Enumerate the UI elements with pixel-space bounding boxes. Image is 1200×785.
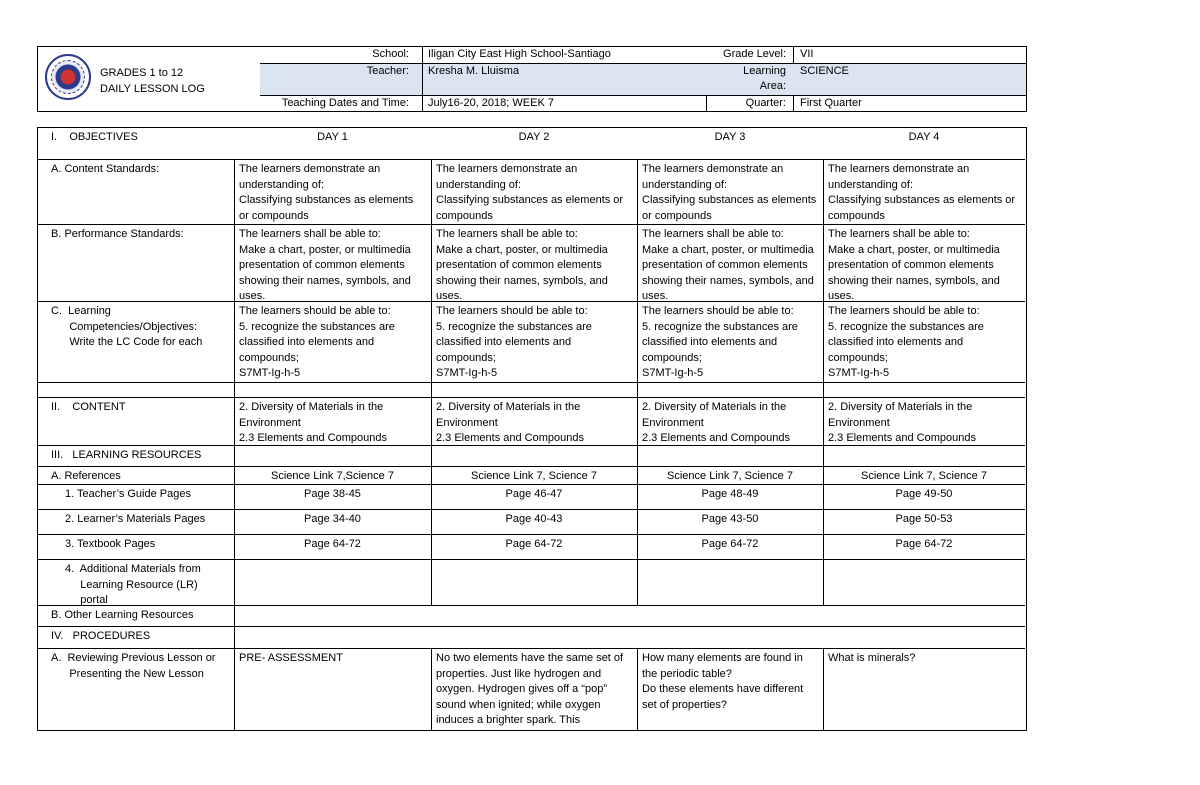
quarter-label: Quarter: <box>745 97 786 109</box>
learners-materials-row <box>38 509 1025 534</box>
header-title <box>100 65 205 97</box>
textbook-row <box>38 534 1025 559</box>
objectives-heading: I. OBJECTIVES <box>51 131 138 143</box>
additional-materials-label: 4. Additional Materials from Learning Resource (LR) portal <box>65 563 201 605</box>
teaching-dates-value: July16-20, 2018; WEEK 7 <box>428 97 554 109</box>
learning-area-value: SCIENCE <box>800 65 849 77</box>
reviewing-day4: What is minerals? <box>828 652 916 664</box>
learners-materials-day1: Page 34-40 <box>304 513 361 525</box>
learning-resources-row <box>38 445 1025 466</box>
grade-level-value: VII <box>800 48 814 60</box>
header-info-grid <box>260 47 1026 111</box>
teacher-label: Teacher: <box>366 65 409 77</box>
content-standards-label: A. Content Standards: <box>51 163 160 175</box>
performance-standards-day2: The learners shall be able to: Make a chart, poster, or multimedia presentation of common elements showing their names, symbols, and uses. <box>436 228 608 301</box>
teachers-guide-day4: Page 49-50 <box>895 488 953 500</box>
day2-heading: DAY 2 <box>518 131 550 143</box>
textbook-day3: Page 64-72 <box>701 538 759 550</box>
additional-materials-row <box>38 559 1025 605</box>
header-row-teacher <box>260 63 1026 95</box>
header-row-school <box>260 47 1026 63</box>
quarter-value: First Quarter <box>800 97 862 109</box>
content-standards-day2: The learners demonstrate an understanding of: Classifying substances as elements or compounds <box>436 163 624 222</box>
header-box <box>37 46 1027 112</box>
references-row <box>38 466 1025 484</box>
grades-label: GRADES 1 to 12 <box>100 67 184 79</box>
competencies-day2: The learners should be able to: 5. recognize the substances are classified into elements and compounds; S7MT-Ig-h-5 <box>436 305 592 379</box>
day1-heading: DAY 1 <box>317 131 348 143</box>
school-label: School: <box>372 48 409 60</box>
references-label: A. References <box>51 470 121 482</box>
other-resources-label: B. Other Learning Resources <box>51 609 194 621</box>
learners-materials-day3: Page 43-50 <box>701 513 759 525</box>
school-value: Iligan City East High School-Santiago <box>428 48 611 60</box>
competencies-label: C. Learning Competencies/Objectives: Write the LC Code for each <box>51 305 203 348</box>
content-standards-day4: The learners demonstrate an understanding of: Classifying substances as elements or compounds <box>828 163 1016 222</box>
performance-standards-day3: The learners shall be able to: Make a chart, poster, or multimedia presentation of common elements showing their names, symbols, and uses. <box>642 228 814 301</box>
reviewing-label: A. Reviewing Previous Lesson or Presenting the New Lesson <box>51 652 216 680</box>
content-row <box>38 397 1025 445</box>
teacher-value: Kresha M. Lluisma <box>428 65 520 77</box>
textbook-day4: Page 64-72 <box>895 538 953 550</box>
content-day3: 2. Diversity of Materials in the Environment 2.3 Elements and Compounds <box>642 401 790 444</box>
competencies-day3: The learners should be able to: 5. recognize the substances are classified into elements and compounds; S7MT-Ig-h-5 <box>642 305 798 379</box>
other-resources-row <box>38 605 1025 626</box>
textbook-label: 3. Textbook Pages <box>65 538 156 550</box>
learners-materials-label: 2. Learner’s Materials Pages <box>65 513 206 525</box>
references-day1: Science Link 7,Science 7 <box>271 470 394 482</box>
competencies-day1: The learners should be able to: 5. recognize the substances are classified into elements and compounds; S7MT-Ig-h-5 <box>239 305 395 379</box>
procedures-row <box>38 626 1025 648</box>
learning-area-label: Learning Area: <box>743 65 786 92</box>
header-row-dates <box>260 95 1026 111</box>
deped-seal-logo <box>45 54 91 100</box>
teachers-guide-label: 1. Teacher’s Guide Pages <box>65 488 191 500</box>
performance-standards-row <box>38 224 1025 301</box>
references-day4: Science Link 7, Science 7 <box>861 470 987 482</box>
reviewing-row <box>38 648 1025 730</box>
competencies-row <box>38 301 1025 382</box>
teachers-guide-day1: Page 38-45 <box>304 488 361 500</box>
teachers-guide-day2: Page 46-47 <box>505 488 563 500</box>
content-standards-row <box>38 159 1025 224</box>
objectives-header-row <box>38 128 1025 159</box>
teachers-guide-row <box>38 484 1025 509</box>
grade-level-label: Grade Level: <box>723 48 786 60</box>
day3-heading: DAY 3 <box>714 131 746 143</box>
content-label: II. CONTENT <box>51 401 126 413</box>
content-standards-day1: The learners demonstrate an understanding of: Classifying substances as elements or compounds <box>239 163 414 222</box>
procedures-label: IV. PROCEDURES <box>51 630 151 642</box>
teachers-guide-day3: Page 48-49 <box>701 488 759 500</box>
performance-standards-label: B. Performance Standards: <box>51 228 184 240</box>
performance-standards-day1: The learners shall be able to: Make a chart, poster, or multimedia presentation of common elements showing their names, symbols, and uses. <box>239 228 411 301</box>
day4-heading: DAY 4 <box>908 131 940 143</box>
content-day2: 2. Diversity of Materials in the Environment 2.3 Elements and Compounds <box>436 401 584 444</box>
learning-resources-label: III. LEARNING RESOURCES <box>51 449 202 461</box>
textbook-day2: Page 64-72 <box>505 538 563 550</box>
references-day2: Science Link 7, Science 7 <box>471 470 597 482</box>
reviewing-day2: No two elements have the same set of properties. Just like hydrogen and oxygen. Hydrogen gives off a “pop” sound when ignited; while oxygen induces a brighter spark. This <box>436 652 624 726</box>
references-day3: Science Link 7, Science 7 <box>667 470 793 482</box>
reviewing-day1: PRE- ASSESSMENT <box>239 652 343 664</box>
content-day4: 2. Diversity of Materials in the Environment 2.3 Elements and Compounds <box>828 401 976 444</box>
daily-lesson-log-label: DAILY LESSON LOG <box>100 83 205 95</box>
learners-materials-day4: Page 50-53 <box>895 513 953 525</box>
spacer-row <box>38 382 1025 397</box>
lesson-log-table <box>37 127 1027 731</box>
textbook-day1: Page 64-72 <box>304 538 361 550</box>
reviewing-day3: How many elements are found in the periodic table? Do these elements have different set of properties? <box>642 652 804 711</box>
content-day1: 2. Diversity of Materials in the Environment 2.3 Elements and Compounds <box>239 401 387 444</box>
competencies-day4: The learners should be able to: 5. recognize the substances are classified into elements and compounds; S7MT-Ig-h-5 <box>828 305 984 379</box>
learners-materials-day2: Page 40-43 <box>505 513 563 525</box>
teaching-dates-label: Teaching Dates and Time: <box>281 97 409 109</box>
performance-standards-day4: The learners shall be able to: Make a chart, poster, or multimedia presentation of common elements showing their names, symbols, and uses. <box>828 228 1000 301</box>
content-standards-day3: The learners demonstrate an understanding of: Classifying substances as elements or compounds <box>642 163 817 222</box>
